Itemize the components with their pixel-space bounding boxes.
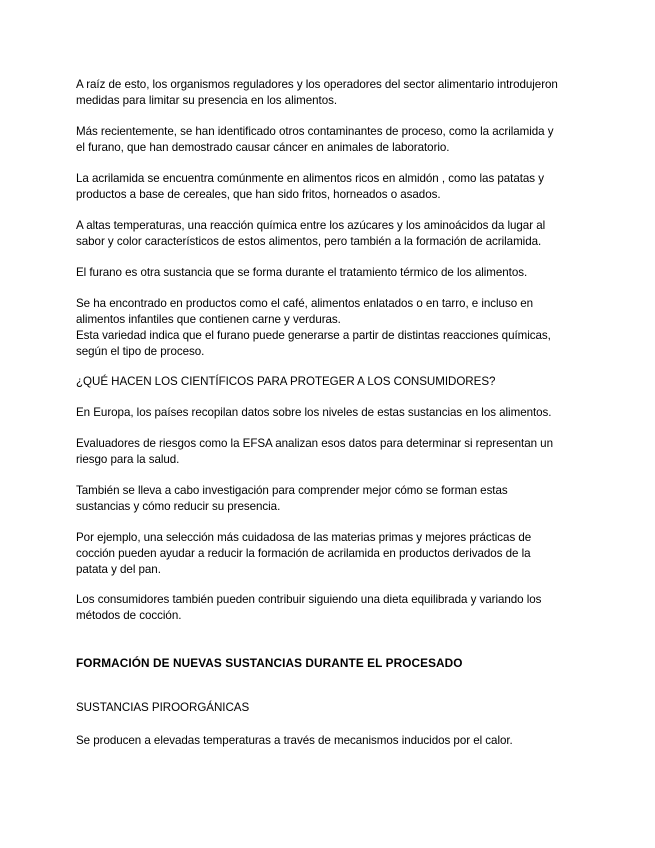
text-line: Evaluadores de riesgos como la EFSA analizan esos datos para determinar si representan un xyxy=(76,437,553,450)
text-line: Se ha encontrado en productos como el café, alimentos enlatados o en tarro, e incluso en xyxy=(76,297,534,310)
text-line: Más recientemente, se han identificado otros contaminantes de proceso, como la acrilamida y xyxy=(76,125,554,138)
paragraph xyxy=(76,218,578,250)
text-line: cocción pueden ayudar a reducir la formación de acrilamida en productos derivados de la xyxy=(76,547,531,560)
text-line: medidas para limitar su presencia en los alimentos. xyxy=(76,94,338,107)
text-line: La acrilamida se encuentra comúnmente en alimentos ricos en almidón , como las patatas y xyxy=(76,172,544,185)
paragraph xyxy=(76,483,578,515)
paragraph xyxy=(76,77,578,109)
text-line: Por ejemplo, una selección más cuidadosa de las materias primas y mejores prácticas de xyxy=(76,531,532,544)
text-line: métodos de cocción. xyxy=(76,609,182,622)
text-line: productos a base de cereales, que han sido fritos, horneados o asados. xyxy=(76,188,441,201)
text-line: Esta variedad indica que el furano puede generarse a partir de distintas reacciones químicas, xyxy=(76,329,551,342)
text-line: Se producen a elevadas temperaturas a través de mecanismos inducidos por el calor. xyxy=(76,734,513,747)
paragraph xyxy=(76,530,578,578)
text-line: Los consumidores también pueden contribuir siguiendo una dieta equilibrada y variando los xyxy=(76,593,542,606)
paragraph xyxy=(76,296,578,360)
text-line: patata y del pan. xyxy=(76,563,161,576)
text-line: En Europa, los países recopilan datos sobre los niveles de estas sustancias en los alimentos. xyxy=(76,406,552,419)
paragraph xyxy=(76,436,578,468)
text-line: ¿QUÉ HACEN LOS CIENTÍFICOS PARA PROTEGER A LOS CONSUMIDORES? xyxy=(76,375,496,388)
text-line: riesgo para la salud. xyxy=(76,453,180,466)
paragraph xyxy=(76,124,578,156)
text-line: el furano, que han demostrado causar cáncer en animales de laboratorio. xyxy=(76,141,450,154)
text-line: sabor y color característicos de estos alimentos, pero también a la formación de acrilamida. xyxy=(76,235,542,248)
section-question xyxy=(76,374,578,390)
subsection-title xyxy=(76,700,578,716)
text-line: También se lleva a cabo investigación para comprender mejor cómo se forman estas xyxy=(76,484,508,497)
paragraph xyxy=(76,733,578,749)
text-line: según el tipo de proceso. xyxy=(76,345,205,358)
heading-text: FORMACIÓN DE NUEVAS SUSTANCIAS DURANTE EL PROCESADO xyxy=(76,656,463,670)
text-line: A raíz de esto, los organismos reguladores y los operadores del sector alimentario introdujeron xyxy=(76,78,558,91)
document-page xyxy=(76,0,578,848)
section-heading xyxy=(76,655,578,671)
paragraph xyxy=(76,592,578,624)
text-line: A altas temperaturas, una reacción química entre los azúcares y los aminoácidos da lugar al xyxy=(76,219,546,232)
text-line: SUSTANCIAS PIROORGÁNICAS xyxy=(76,701,250,714)
text-line: sustancias y cómo reducir su presencia. xyxy=(76,500,281,513)
text-line: alimentos infantiles que contienen carne y verduras. xyxy=(76,313,341,326)
paragraph xyxy=(76,265,578,281)
paragraph xyxy=(76,405,578,421)
paragraph xyxy=(76,171,578,203)
text-line: El furano es otra sustancia que se forma durante el tratamiento térmico de los alimentos. xyxy=(76,266,528,279)
